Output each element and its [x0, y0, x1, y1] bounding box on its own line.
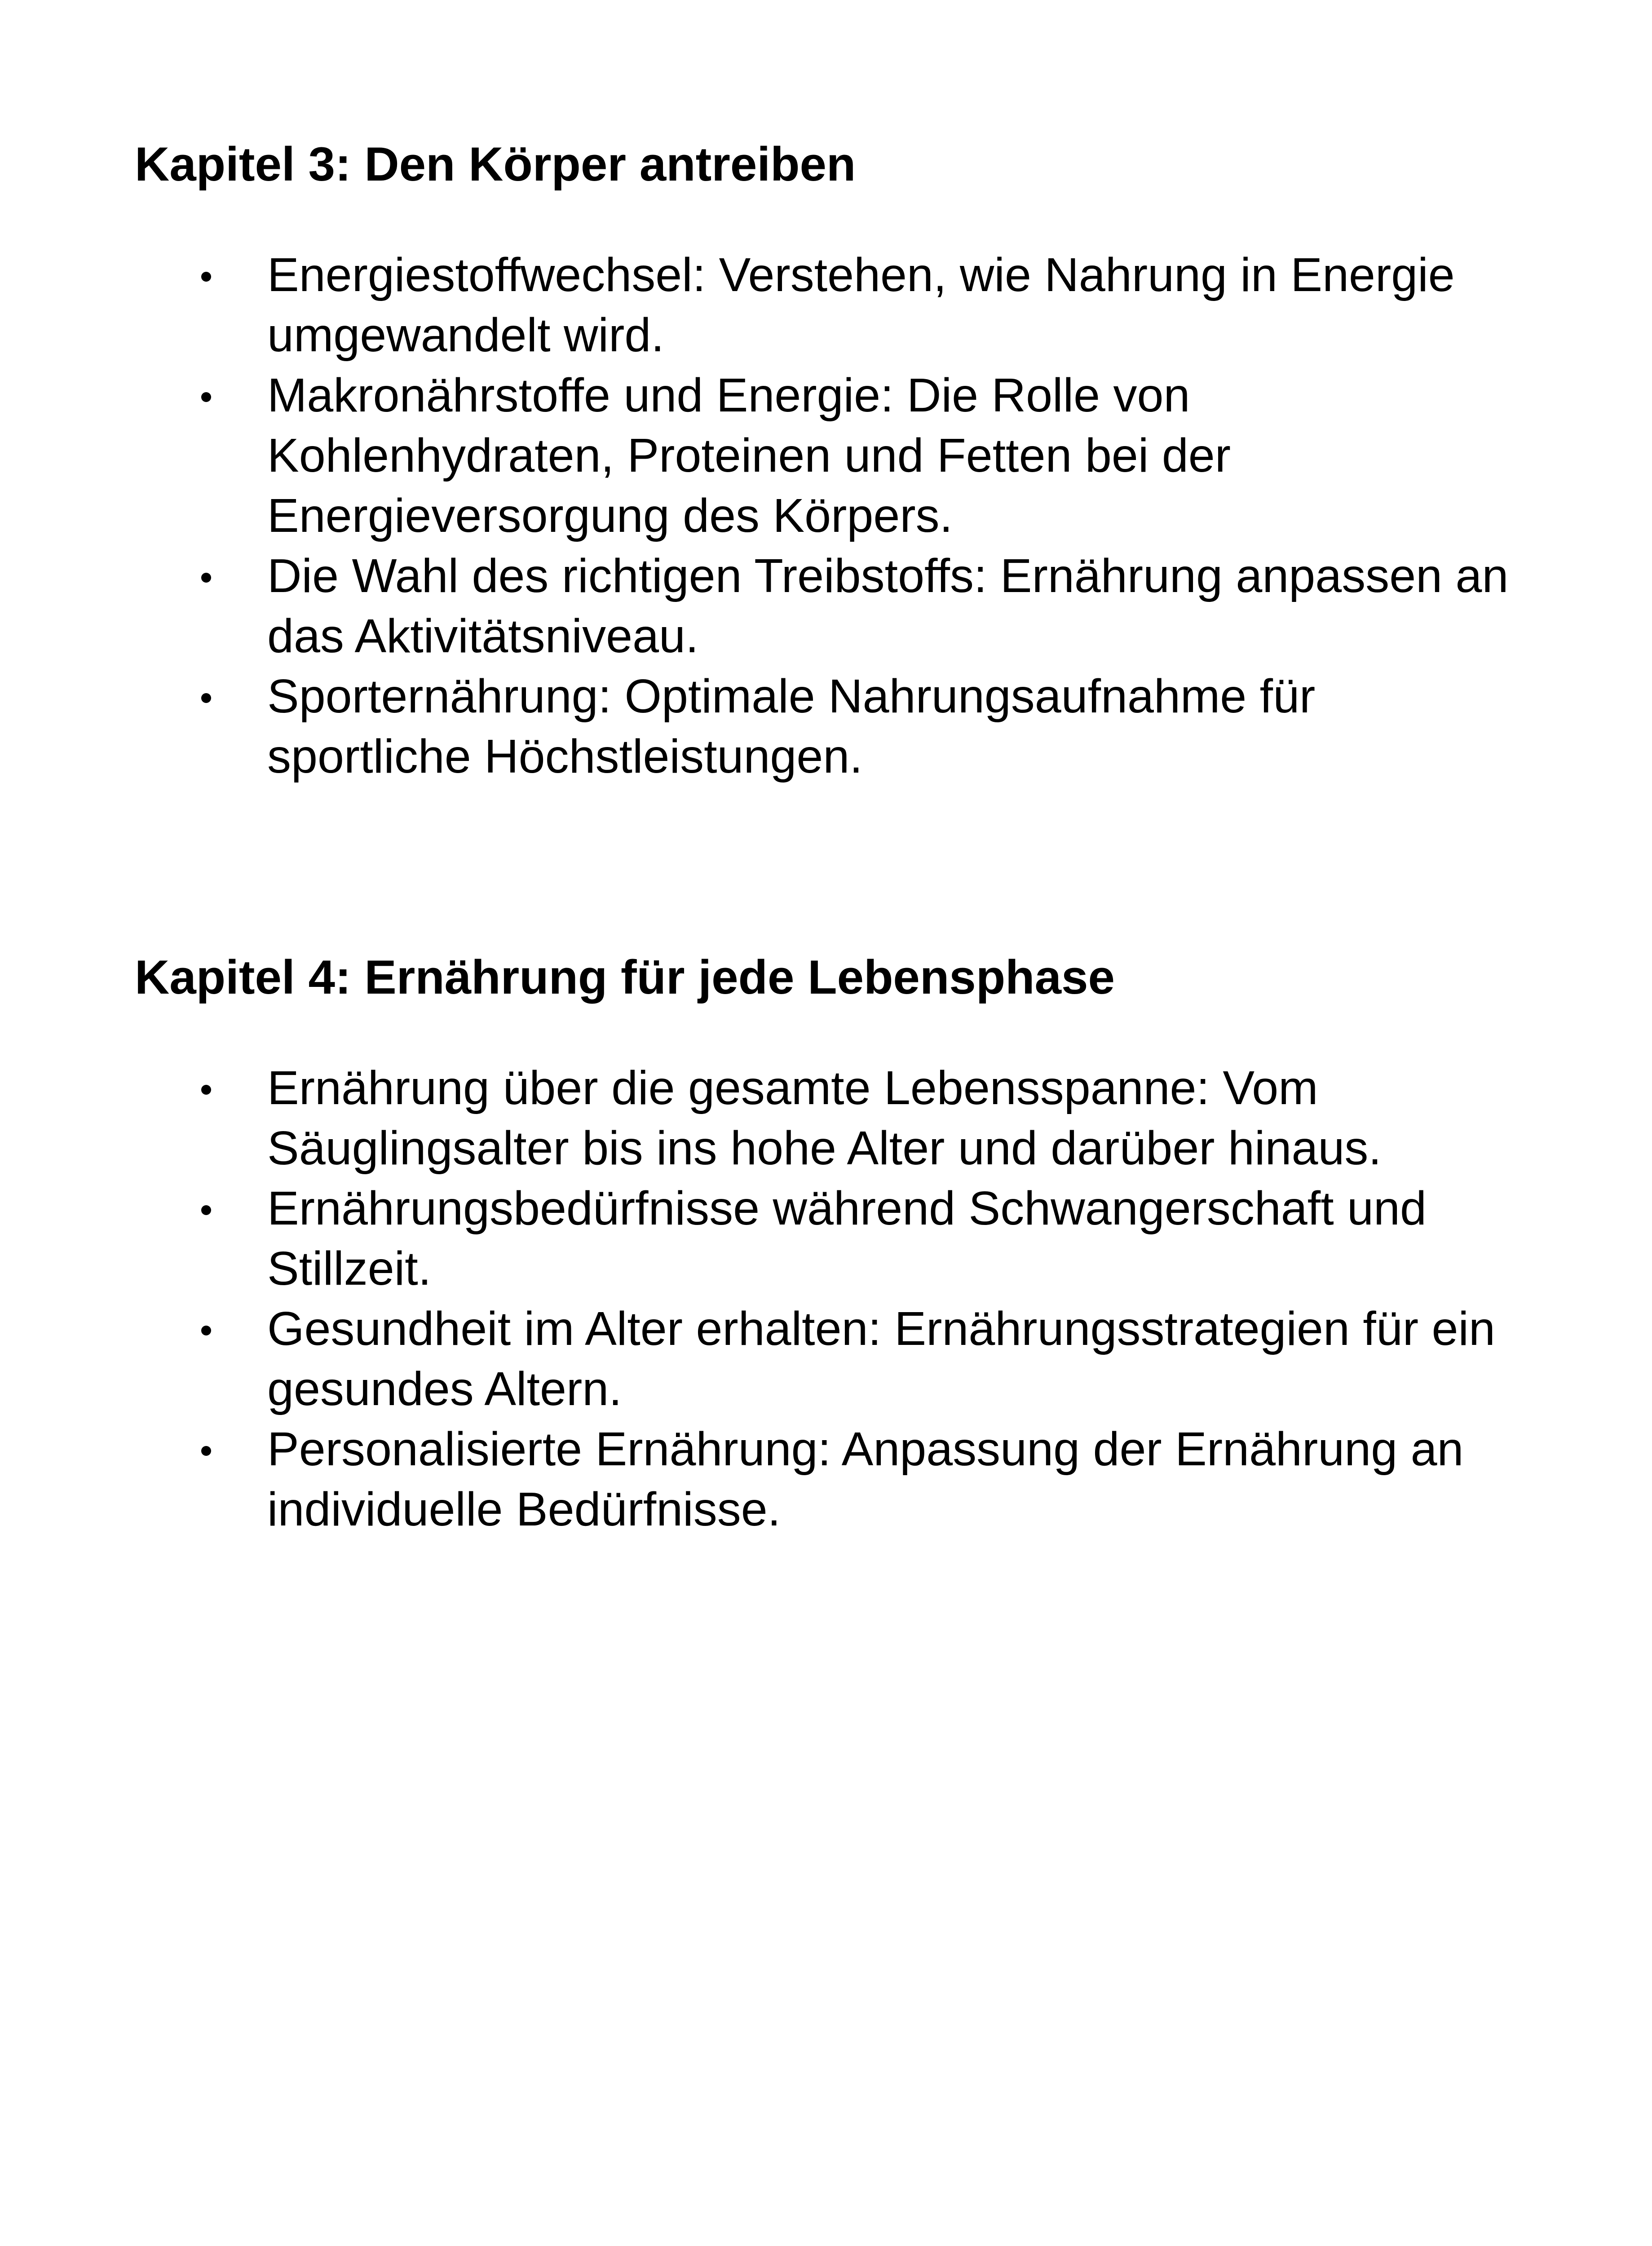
list-item — [135, 1058, 1527, 1178]
bullet-list — [135, 245, 1527, 787]
bullet-icon — [201, 693, 211, 703]
list-item — [135, 1299, 1527, 1419]
list-item — [135, 245, 1527, 365]
list-item — [135, 365, 1527, 546]
list-item — [135, 546, 1527, 666]
list-item-text: Die Wahl des richtigen Treibstoffs: Ernährung anpassen an das Aktivitätsniveau. — [267, 549, 1509, 663]
bullet-icon — [201, 573, 211, 583]
list-item-text: Gesundheit im Alter erhalten: Ernährungsstrategien für ein gesundes Altern. — [267, 1302, 1496, 1415]
list-item — [135, 1419, 1527, 1539]
list-item-text: Ernährung über die gesamte Lebensspanne: Vom Säuglingsalter bis ins hohe Alter und darüber hinaus. — [267, 1061, 1382, 1175]
list-item — [135, 666, 1527, 787]
chapter-title: Kapitel 4: Ernährung für jede Lebensphase — [135, 950, 1115, 1004]
list-item-text: Ernährungsbedürfnisse während Schwangerschaft und Stillzeit. — [267, 1182, 1427, 1295]
chapter-3-section — [135, 130, 1527, 787]
bullet-icon — [201, 392, 211, 402]
bullet-icon — [201, 1326, 211, 1335]
list-item — [135, 1178, 1527, 1299]
bullet-icon — [201, 1085, 211, 1095]
bullet-icon — [201, 1446, 211, 1456]
bullet-list — [135, 1058, 1527, 1539]
list-item-text: Personalisierte Ernährung: Anpassung der Ernährung an individuelle Bedürfnisse. — [267, 1423, 1464, 1536]
chapter-title: Kapitel 3: Den Körper antreiben — [135, 137, 856, 191]
list-item-text: Makronährstoffe und Energie: Die Rolle von Kohlenhydraten, Proteinen und Fetten bei der Energieversorgung des Körpers. — [267, 369, 1231, 542]
list-item-text: Energiestoffwechsel: Verstehen, wie Nahrung in Energie umgewandelt wird. — [267, 248, 1455, 362]
chapter-4-section — [135, 943, 1527, 1539]
bullet-icon — [201, 1205, 211, 1215]
bullet-icon — [201, 272, 211, 282]
list-item-text: Sporternährung: Optimale Nahrungsaufnahme für sportliche Höchstleistungen. — [267, 670, 1316, 783]
